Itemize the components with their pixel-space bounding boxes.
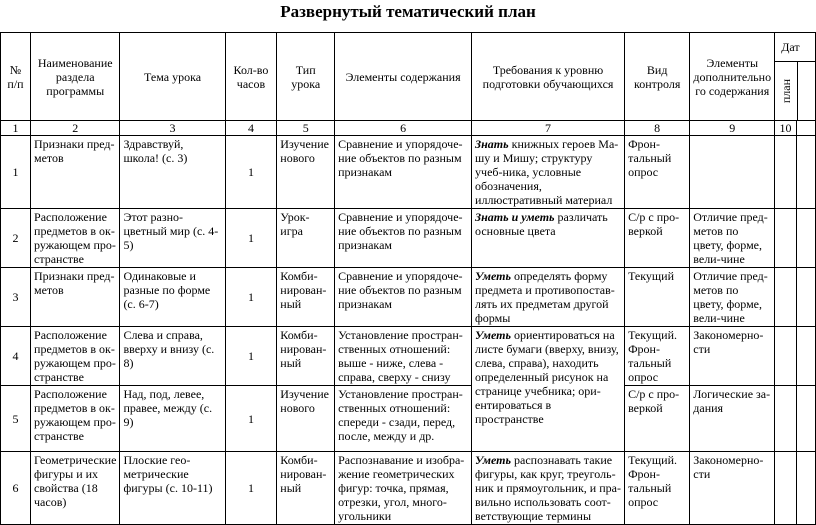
table-row (1, 327, 816, 386)
req-emphasis: Уметь (475, 328, 511, 342)
row-control: Текущий (625, 268, 690, 327)
row-control: Текущий. Фрон-тальный опрос (625, 327, 690, 386)
req-emphasis: Уметь (475, 453, 511, 467)
row-requirements (472, 452, 625, 525)
req-text: ориентироваться на листе бумаги (вверху, внизу, слева, справа), находить определенный рисунок на странице учебника; ори-ентироваться в пространстве (475, 328, 619, 426)
header-hours: Кол-во часов (225, 33, 277, 121)
header-type: Тип урока (277, 33, 335, 121)
row-hours: 1 (225, 209, 277, 268)
table-row (1, 209, 816, 268)
row-num: 3 (1, 268, 31, 327)
col-number: 6 (335, 121, 472, 136)
row-control: Фрон-тальный опрос (625, 136, 690, 209)
row-section: Расположение предметов в ок-ружающем про-странстве (31, 209, 120, 268)
col-number: 5 (277, 121, 335, 136)
row-section: Геометрические фигуры и их свойства (18 часов) (31, 452, 120, 525)
req-text: книжных героев Ма-шу и Мишу; структуру учеб-ника, условные обозначения, иллюстративный материал (475, 137, 619, 207)
header-plan: план (779, 78, 794, 104)
row-topic: Над, под, левее, правее, между (с. 9) (120, 386, 225, 452)
row-content: Сравнение и упорядоче-ние объектов по разным признакам (335, 209, 472, 268)
table-row (1, 268, 816, 327)
header-topic: Тема урока (120, 33, 225, 121)
row-requirements (472, 136, 625, 209)
row-requirements (472, 327, 625, 452)
req-text: различать основные цвета (475, 210, 608, 238)
header-date-group (775, 33, 816, 121)
row-content: Сравнение и упорядоче-ние объектов по разным признакам (335, 136, 472, 209)
row-type: Комби-нирован-ный (277, 452, 335, 525)
row-extra: Отличие пред-метов по цвету, форме, вели-чине (690, 209, 775, 268)
header-control: Вид контроля (625, 33, 690, 121)
row-topic: Здравствуй, школа! (с. 3) (120, 136, 225, 209)
row-control: Текущий. Фрон-тальный опрос (625, 452, 690, 525)
req-emphasis: Знать (475, 137, 509, 151)
row-type: Изучение нового (277, 386, 335, 452)
col-number: 4 (225, 121, 277, 136)
row-content: Установление простран-ственных отношений: выше - ниже, слева - справа, сверху - снизу (335, 327, 472, 386)
row-control: С/р с про-веркой (625, 386, 690, 452)
row-type: Комби-нирован-ный (277, 327, 335, 386)
header-content: Элементы содержания (335, 33, 472, 121)
col-number: 8 (625, 121, 690, 136)
row-extra: Закономерно-сти (690, 327, 775, 386)
col-number: 10 (775, 121, 797, 136)
row-content: Сравнение и упорядоче-ние объектов по разным признакам (335, 268, 472, 327)
col-number: 7 (472, 121, 625, 136)
header-row (1, 33, 816, 121)
req-text: определять форму предмета и противопостав-лять их предметам другой формы (475, 269, 615, 325)
row-num: 1 (1, 136, 31, 209)
row-extra: Закономерно-сти (690, 452, 775, 525)
row-section: Признаки пред-метов (31, 136, 120, 209)
row-hours: 1 (225, 386, 277, 452)
row-num: 5 (1, 386, 31, 452)
col-number: 1 (1, 121, 31, 136)
row-topic: Слева и справа, вверху и внизу (с. 8) (120, 327, 225, 386)
row-requirements (472, 268, 625, 327)
table-row (1, 452, 816, 525)
col-number: 9 (690, 121, 775, 136)
row-extra (690, 136, 775, 209)
req-text: распознавать такие фигуры, как круг, треуголь-ник и прямоугольник, и пра-вильно использовать соот-ветствующие термины (475, 453, 621, 523)
header-section: Наименование раздела программы (31, 33, 120, 121)
row-control: С/р с про-веркой (625, 209, 690, 268)
row-section: Расположение предметов в ок-ружающем про-странстве (31, 386, 120, 452)
col-number: 3 (120, 121, 225, 136)
row-content: Установление простран-ственных отношений: спереди - сзади, перед, после, между и др. (335, 386, 472, 452)
row-hours: 1 (225, 268, 277, 327)
header-date: Дат (775, 33, 815, 62)
table-row (1, 386, 816, 452)
row-hours: 1 (225, 452, 277, 525)
row-topic: Плоские гео-метрические фигуры (с. 10-11) (120, 452, 225, 525)
column-numbers-row (1, 121, 816, 136)
row-hours: 1 (225, 136, 277, 209)
row-num: 2 (1, 209, 31, 268)
row-topic: Одинаковые и разные по форме (с. 6-7) (120, 268, 225, 327)
row-content: Распознавание и изобра-жение геометрических фигур: точка, прямая, отрезки, угол, много-угольники (335, 452, 472, 525)
row-hours: 1 (225, 327, 277, 386)
row-type: Урок-игра (277, 209, 335, 268)
header-extra: Элементы дополнительно го содержания (690, 33, 775, 121)
thematic-plan-table (0, 32, 816, 525)
row-num: 6 (1, 452, 31, 525)
req-emphasis: Уметь (475, 269, 511, 283)
col-number: 2 (31, 121, 120, 136)
row-topic: Этот разно-цветный мир (с. 4-5) (120, 209, 225, 268)
row-section: Расположение предметов в ок-ружающем про-странстве (31, 327, 120, 386)
row-type: Изучение нового (277, 136, 335, 209)
row-num: 4 (1, 327, 31, 386)
row-requirements (472, 209, 625, 268)
table-row (1, 136, 816, 209)
page-title: Развернутый тематический план (280, 2, 536, 21)
req-emphasis: Знать и уметь (475, 210, 555, 224)
row-extra: Отличие пред-метов по цвету, форме, вели-чине (690, 268, 775, 327)
header-num: № п/п (1, 33, 31, 121)
header-requirements: Требования к уровню подготовки обучающихся (472, 33, 625, 121)
row-extra: Логические за-дания (690, 386, 775, 452)
row-type: Комби-нирован-ный (277, 268, 335, 327)
row-section: Признаки пред-метов (31, 268, 120, 327)
